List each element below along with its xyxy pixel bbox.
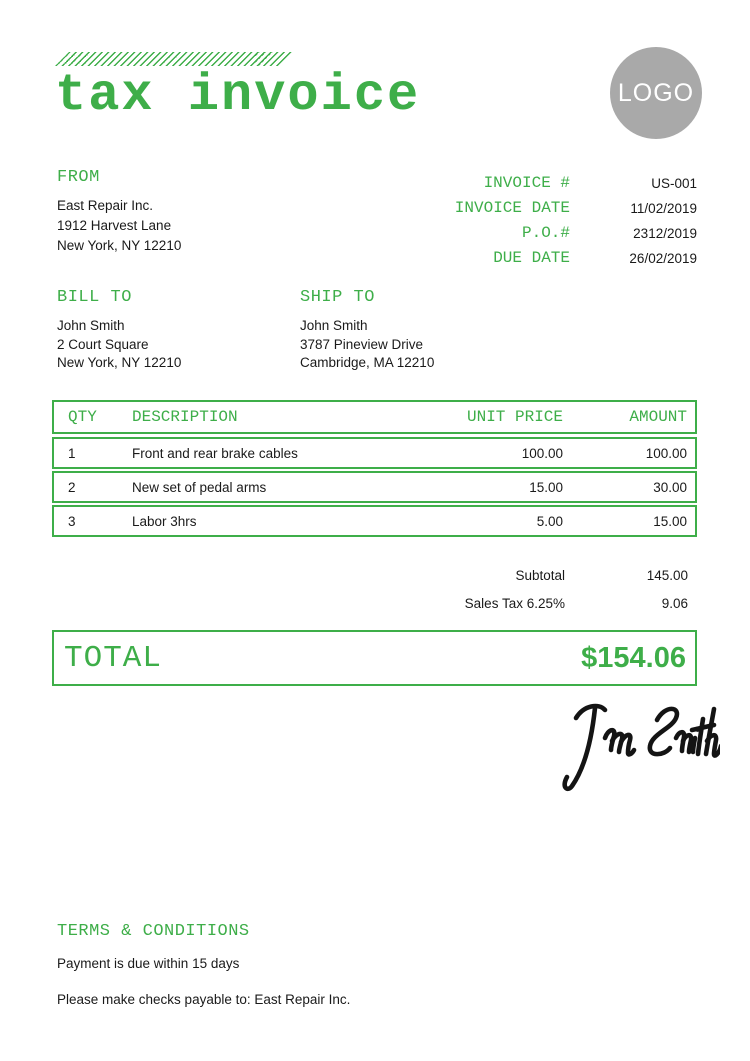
- item-unit-price: 15.00: [529, 479, 563, 495]
- terms-line: Please make checks payable to: East Repair Inc.: [57, 992, 351, 1007]
- total-box: [52, 630, 697, 686]
- from-address-line: 1912 Harvest Lane: [57, 218, 172, 233]
- invoice-number-value: US-001: [651, 176, 697, 191]
- subtotal-row: [52, 566, 697, 586]
- item-description: Labor 3hrs: [132, 513, 197, 529]
- sales-tax-label: Sales Tax 6.25%: [464, 596, 565, 611]
- from-address: [57, 196, 181, 256]
- item-row: [52, 505, 697, 537]
- subtotal-label: Subtotal: [515, 568, 565, 583]
- amount-column-header: AMOUNT: [629, 408, 687, 426]
- due-date-label: DUE DATE: [493, 249, 570, 267]
- sales-tax-row: [52, 594, 697, 614]
- meta-row-invoice-number: [350, 171, 697, 196]
- item-qty: 2: [68, 479, 76, 495]
- bill-to-line: John Smith: [57, 318, 125, 333]
- from-address-line: East Repair Inc.: [57, 198, 154, 213]
- item-description: New set of pedal arms: [132, 479, 267, 495]
- bill-to-address: [57, 317, 181, 373]
- logo-placeholder: [610, 47, 702, 139]
- from-label: FROM: [57, 168, 100, 187]
- total-value: $154.06: [581, 641, 686, 674]
- logo-text: LOGO: [617, 78, 695, 107]
- po-number-value: 2312/2019: [633, 226, 697, 241]
- bill-to-line: 2 Court Square: [57, 336, 149, 352]
- invoice-date-value: 11/02/2019: [630, 201, 697, 216]
- ship-to-label: SHIP TO: [300, 288, 375, 307]
- item-unit-price: 5.00: [536, 513, 563, 529]
- qty-column-header: QTY: [68, 408, 97, 426]
- item-unit-price: 100.00: [521, 445, 563, 461]
- po-number-label: P.O.#: [521, 224, 570, 242]
- from-address-line: New York, NY 12210: [57, 238, 182, 253]
- item-row: [52, 471, 697, 503]
- item-qty: 1: [68, 445, 76, 461]
- terms-label: TERMS & CONDITIONS: [57, 922, 250, 941]
- item-row: [52, 437, 697, 469]
- meta-row-due-date: [350, 246, 697, 271]
- subtotal-value: 145.00: [646, 568, 688, 583]
- due-date-value: 26/02/2019: [629, 251, 697, 266]
- meta-row-invoice-date: [350, 196, 697, 221]
- bill-to-line: New York, NY 12210: [57, 355, 182, 370]
- item-description: Front and rear brake cables: [132, 445, 298, 461]
- sales-tax-value: 9.06: [661, 596, 688, 611]
- invoice-number-label: INVOICE #: [483, 174, 570, 192]
- page-title: tax invoice: [55, 66, 421, 125]
- ship-to-line: John Smith: [300, 318, 368, 333]
- item-qty: 3: [68, 513, 76, 529]
- items-table-header: [52, 400, 697, 434]
- ship-to-line: 3787 Pineview Drive: [300, 336, 424, 352]
- item-amount: 30.00: [653, 479, 687, 495]
- hatched-stripe-decoration: [55, 52, 293, 66]
- terms-line: Payment is due within 15 days: [57, 956, 240, 971]
- item-amount: 100.00: [645, 445, 687, 461]
- item-amount: 15.00: [653, 513, 687, 529]
- signature-image: [548, 696, 720, 792]
- description-column-header: DESCRIPTION: [132, 408, 238, 426]
- unit-price-column-header: UNIT PRICE: [466, 408, 563, 426]
- meta-row-po-number: [350, 221, 697, 246]
- ship-to-line: Cambridge, MA 12210: [300, 355, 435, 370]
- invoice-date-label: INVOICE DATE: [454, 199, 570, 217]
- total-label: TOTAL: [64, 640, 163, 676]
- ship-to-address: [300, 317, 434, 373]
- bill-to-label: BILL TO: [57, 288, 132, 307]
